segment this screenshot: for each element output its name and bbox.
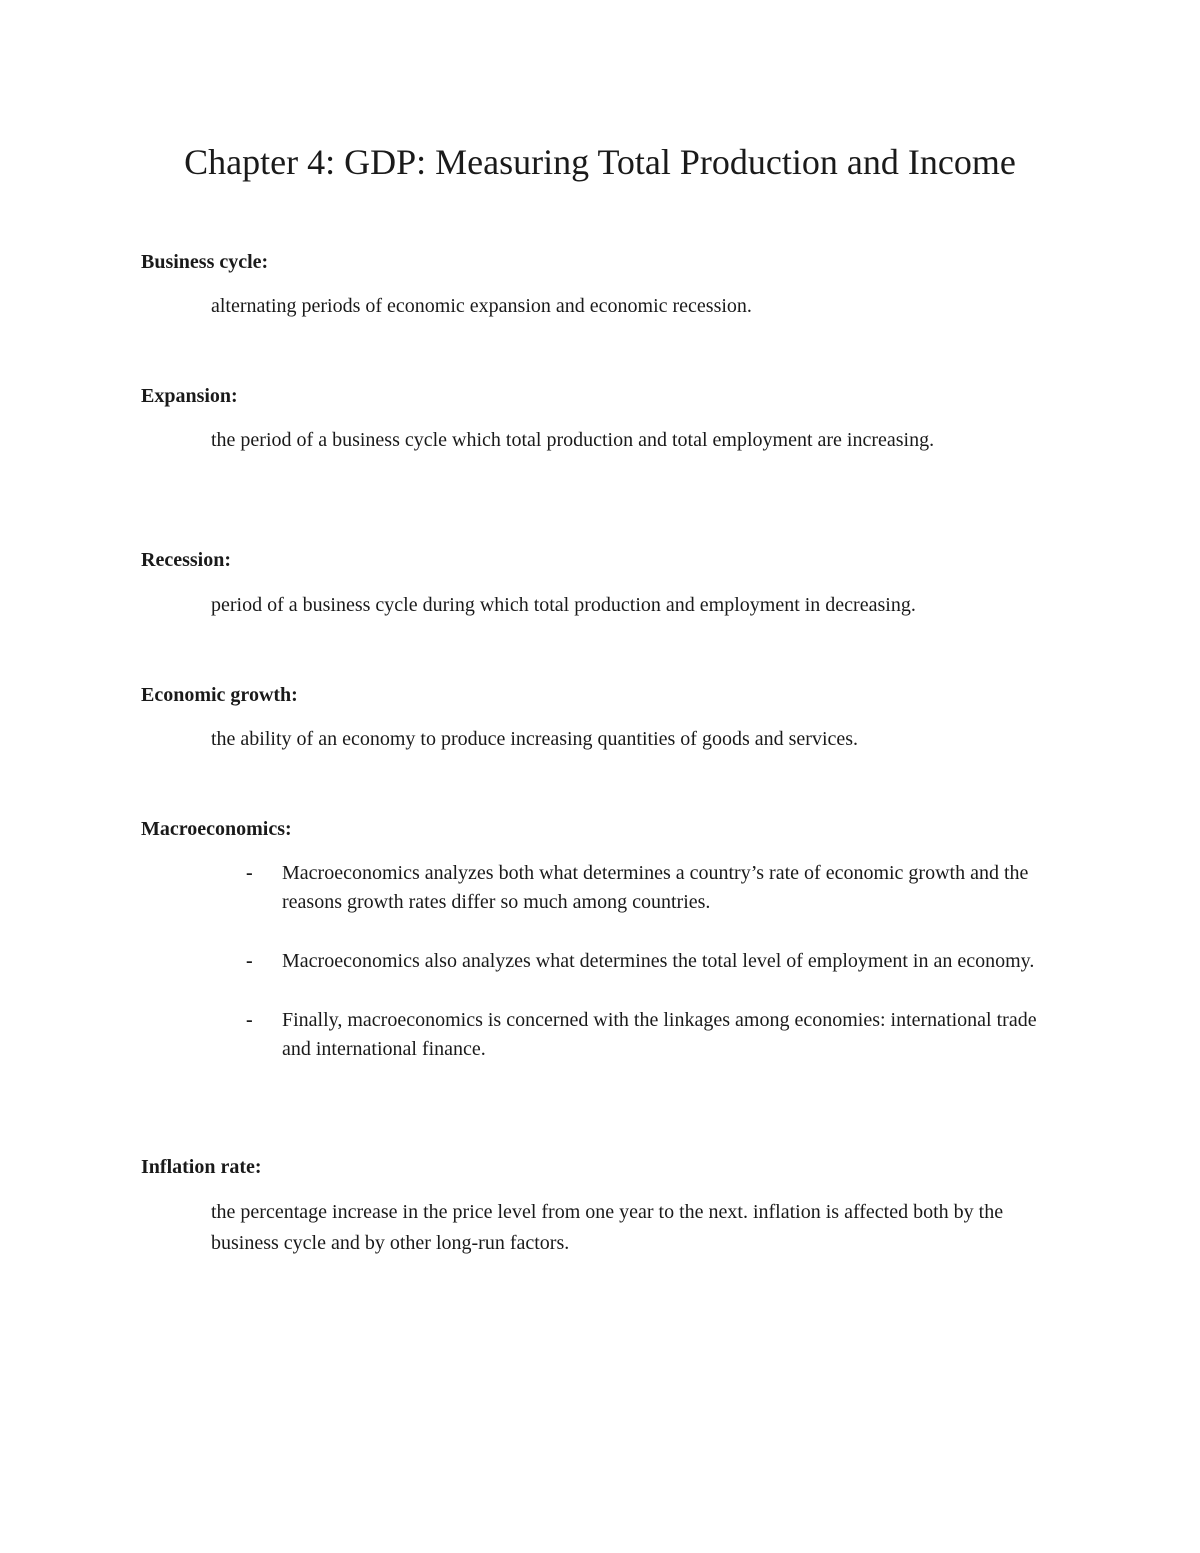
term-expansion: Expansion:	[141, 385, 238, 407]
definition-expansion: the period of a business cycle which total production and total employment are increasing.	[211, 429, 935, 451]
term-recession: Recession:	[141, 549, 231, 571]
dash-bullet-icon: -	[246, 1009, 253, 1031]
list-item	[240, 1006, 1070, 1064]
page-title: Chapter 4: GDP: Measuring Total Production and Income	[184, 142, 1016, 182]
definition-business-cycle: alternating periods of economic expansion and economic recession.	[211, 295, 752, 317]
macroeconomics-bullet-list	[240, 859, 1070, 1094]
definition-recession: period of a business cycle during which total production and employment in decreasing.	[211, 594, 916, 616]
bullet-text: Macroeconomics also analyzes what determines the total level of employment in an economy.	[282, 950, 1035, 972]
term-macroeconomics: Macroeconomics:	[141, 818, 292, 840]
definition-economic-growth: the ability of an economy to produce increasing quantities of goods and services.	[211, 728, 859, 750]
definition-inflation-rate: the percentage increase in the price level from one year to the next. inflation is affected both by the business cycle and by other long-run factors.	[211, 1201, 1004, 1254]
bullet-text: Macroeconomics analyzes both what determines a country’s rate of economic growth and the reasons growth rates differ so much among countries.	[282, 862, 1029, 913]
dash-bullet-icon: -	[246, 862, 253, 884]
term-economic-growth: Economic growth:	[141, 684, 298, 706]
bullet-text: Finally, macroeconomics is concerned with the linkages among economies: international trade and international finance.	[282, 1009, 1037, 1060]
list-item	[240, 859, 1070, 917]
list-item	[240, 947, 1070, 976]
term-inflation-rate: Inflation rate:	[141, 1156, 262, 1178]
term-business-cycle: Business cycle:	[141, 251, 269, 273]
dash-bullet-icon: -	[246, 950, 253, 972]
